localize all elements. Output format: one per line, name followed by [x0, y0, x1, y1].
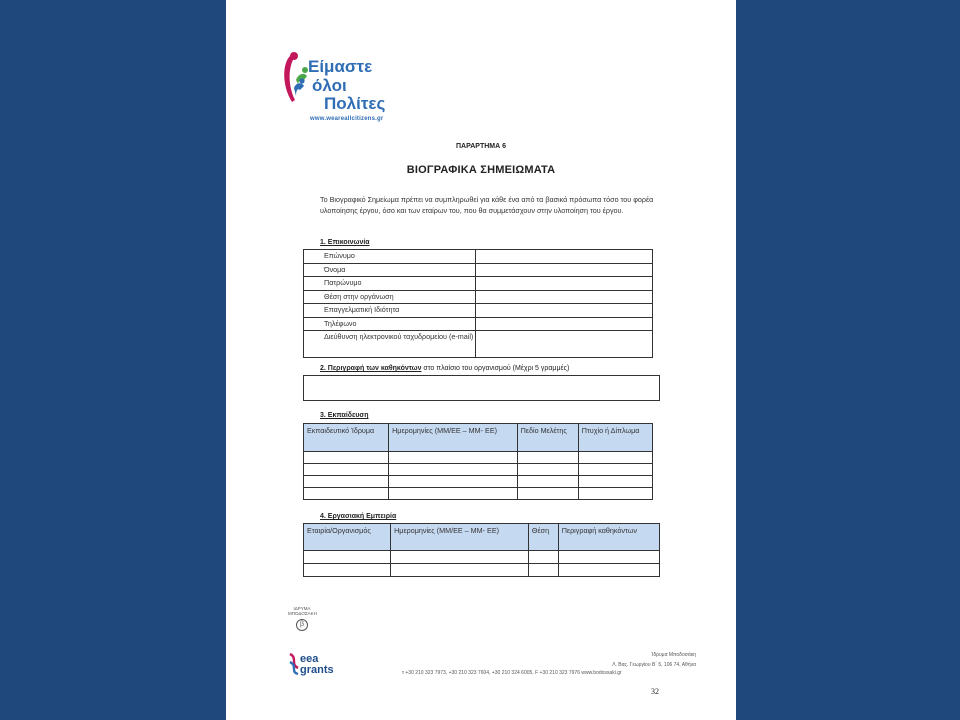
education-column-header: Πεδίο Μελέτης [517, 424, 578, 452]
logo-text-line2: όλοι [312, 76, 347, 95]
intro-paragraph: Το Βιογραφικό Σημείωμα πρέπει να συμπληρωθεί για κάθε ένα από τα βασικά πρόσωπα τόσο του φορέα υλοποίησης έργου, όσο και των εταίρων του, που θα συμμετάσχουν στην υλοποίηση του έργου. [320, 195, 654, 215]
contact-field-label: Τηλέφωνο [304, 317, 476, 331]
logo-url: www.weareallcitizens.gr [310, 116, 384, 122]
education-cell[interactable] [517, 452, 578, 464]
education-cell[interactable] [578, 476, 652, 488]
contact-field-label: Επαγγελματική Ιδιότητα [304, 304, 476, 318]
contact-field-value[interactable] [476, 277, 653, 291]
work-cell[interactable] [528, 551, 558, 564]
annex-label: ΠΑΡΑΡΤΗΜΑ 6 [455, 143, 507, 150]
footer-address: Ίδρυμα Μποδοσάκη Λ. Βας. Γεωργίου Β΄ 5, 106 74, Αθήνα [612, 652, 696, 668]
work-row [304, 564, 660, 577]
education-cell[interactable] [578, 488, 652, 500]
footer-contact-line: τ +30 210 323 7973, +30 210 323 7604, +30 210 324 6005, F +30 210 323 7976 www.bodossaki.gr [402, 670, 622, 676]
contact-field-value[interactable] [476, 304, 653, 318]
education-cell[interactable] [517, 464, 578, 476]
education-cell[interactable] [578, 464, 652, 476]
document-page [226, 0, 736, 720]
education-cell[interactable] [389, 476, 517, 488]
work-row [304, 551, 660, 564]
contact-row [304, 304, 653, 318]
bodossaki-foundation-logo [288, 606, 328, 631]
contact-field-value[interactable] [476, 317, 653, 331]
document-title: ΒΙΟΓΡΑΦΙΚΑ ΣΗΜΕΙΩΜΑΤΑ [406, 164, 556, 176]
contact-field-value[interactable] [476, 250, 653, 264]
contact-table [303, 249, 653, 358]
education-cell[interactable] [389, 464, 517, 476]
education-cell[interactable] [304, 476, 389, 488]
contact-row [304, 331, 653, 358]
work-cell[interactable] [304, 551, 391, 564]
work-cell[interactable] [558, 564, 659, 577]
education-cell[interactable] [517, 476, 578, 488]
contact-field-label: Επώνυμο [304, 250, 476, 264]
contact-field-label: Θέση στην οργάνωση [304, 290, 476, 304]
foundation-emblem-icon: β [296, 619, 308, 631]
contact-row [304, 263, 653, 277]
foundation-logo-text: ΙΔΡΥΜΑ ΜΠΟΔΟΣΑΚΗ [288, 606, 317, 616]
education-column-header: Ημερομηνίες (ΜΜ/ΕΕ – ΜΜ- ΕΕ) [389, 424, 517, 452]
education-table [303, 423, 653, 500]
eea-wave-icon [288, 652, 300, 676]
education-row [304, 464, 653, 476]
work-column-header: Ημερομηνίες (ΜΜ/ΕΕ – ΜΜ- ΕΕ) [391, 524, 529, 551]
education-cell[interactable] [304, 452, 389, 464]
work-experience-table [303, 523, 660, 577]
work-column-header: Θέση [528, 524, 558, 551]
work-cell[interactable] [558, 551, 659, 564]
contact-row [304, 277, 653, 291]
education-column-header: Εκπαιδευτικό Ίδρυμα [304, 424, 389, 452]
education-row [304, 452, 653, 464]
education-cell[interactable] [517, 488, 578, 500]
education-cell[interactable] [578, 452, 652, 464]
education-cell[interactable] [389, 452, 517, 464]
contact-field-label: Όνομα [304, 263, 476, 277]
contact-field-value[interactable] [476, 331, 653, 358]
education-cell[interactable] [304, 464, 389, 476]
education-column-header: Πτυχίο ή Δίπλωμα [578, 424, 652, 452]
eea-grants-text: eea grants [300, 653, 334, 676]
section1-heading: 1. Επικοινωνία [320, 239, 370, 246]
section3-heading: 3. Εκπαίδευση [320, 412, 369, 419]
education-cell[interactable] [389, 488, 517, 500]
work-cell[interactable] [528, 564, 558, 577]
contact-field-label: Πατρώνυμο [304, 277, 476, 291]
work-column-header: Εταιρία/Οργανισμός [304, 524, 391, 551]
contact-field-value[interactable] [476, 263, 653, 277]
section4-heading: 4. Εργασιακή Εμπειρία [320, 513, 397, 520]
contact-field-value[interactable] [476, 290, 653, 304]
duties-description-box[interactable] [303, 375, 660, 401]
education-row [304, 488, 653, 500]
citizens-logo [280, 50, 430, 128]
page-number: 32 [651, 687, 659, 696]
contact-field-label: Διεύθυνση ηλεκτρονικού ταχυδρομείου (e-mail) [304, 331, 476, 358]
logo-text-line3: Πολίτες [324, 94, 386, 113]
work-cell[interactable] [391, 564, 529, 577]
work-cell[interactable] [304, 564, 391, 577]
contact-row [304, 317, 653, 331]
contact-row [304, 290, 653, 304]
logo-text-line1: Είμαστε [308, 57, 373, 76]
work-cell[interactable] [391, 551, 529, 564]
education-cell[interactable] [304, 488, 389, 500]
section2-heading: 2. Περιγραφή των καθηκόντων στο πλαίσιο του οργανισμού (Μέχρι 5 γραμμές) [320, 365, 570, 372]
education-row [304, 476, 653, 488]
work-column-header: Περιγραφή καθηκόντων [558, 524, 659, 551]
eea-grants-logo [288, 646, 348, 680]
contact-row [304, 250, 653, 264]
